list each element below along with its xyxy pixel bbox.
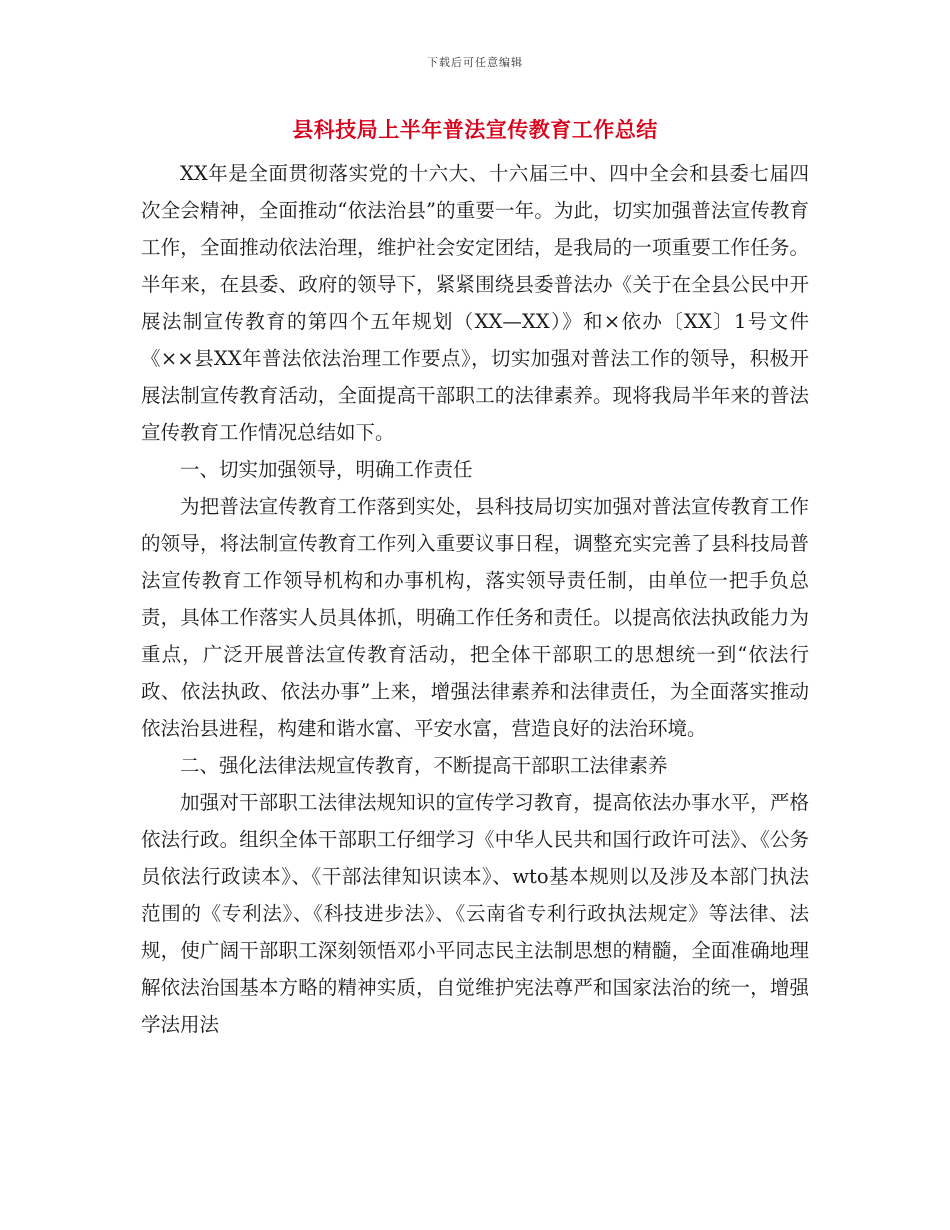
header-note: 下载后可任意编辑	[427, 56, 523, 69]
paragraph-intro: XX年是全面贯彻落实党的十六大、十六届三中、四中全会和县委七届四次全会精神，全面推动“依法治县”的重要一年。为此，切实加强普法宣传教育工作，全面推动依法治理，维护社会安定团结，是我局的一项重要工作任务。半年来，在县委、政府的领导下，紧紧围绕县委普法办《关于在全县公民中开展法制宣传教育的第四个五年规划（XX—XX）》和×依办〔XX〕1号文件《××县XX年普法依法治理工作要点》，切实加强对普法工作的领导，积极开展法制宣传教育活动，全面提高干部职工的法律素养。现将我局半年来的普法宣传教育工作情况总结如下。	[141, 162, 809, 444]
paragraph-section-1: 为把普法宣传教育工作落到实处，县科技局切实加强对普法宣传教育工作的领导，将法制宣传教育工作列入重要议事日程，调整充实完善了县科技局普法宣传教育工作领导机构和办事机构，落实领导责任制，由单位一把手负总责，具体工作落实人员具体抓，明确工作任务和责任。以提高依法执政能力为重点，广泛开展普法宣传教育活动，把全体干部职工的思想统一到“依法行政、依法执政、依法办事”上来，增强法律素养和法律责任，为全面落实推动依法治县进程，构建和谐水富、平安水富，营造良好的法治环境。	[141, 495, 809, 740]
document-title: 县科技局上半年普法宣传教育工作总结	[292, 117, 658, 142]
paragraph-section-2: 加强对干部职工法律法规知识的宣传学习教育，提高依法办事水平，严格依法行政。组织全体干部职工仔细学习《中华人民共和国行政许可法》、《公务员依法行政读本》、《干部法律知识读本》、wto基本规则以及涉及本部门执法范围的《专利法》、《科技进步法》、《云南省专利行政执法规定》等法律、法规，使广阔干部职工深刻领悟邓小平同志民主法制思想的精髓，全面准确地理解依法治国基本方略的精神实质，自觉维护宪法尊严和国家法治的统一，增强学法用法	[141, 791, 809, 1036]
document-body	[141, 155, 809, 1043]
section-heading-1: 一、切实加强领导，明确工作责任	[180, 458, 473, 481]
section-heading-2: 二、强化法律法规宣传教育，不断提高干部职工法律素养	[180, 754, 668, 777]
